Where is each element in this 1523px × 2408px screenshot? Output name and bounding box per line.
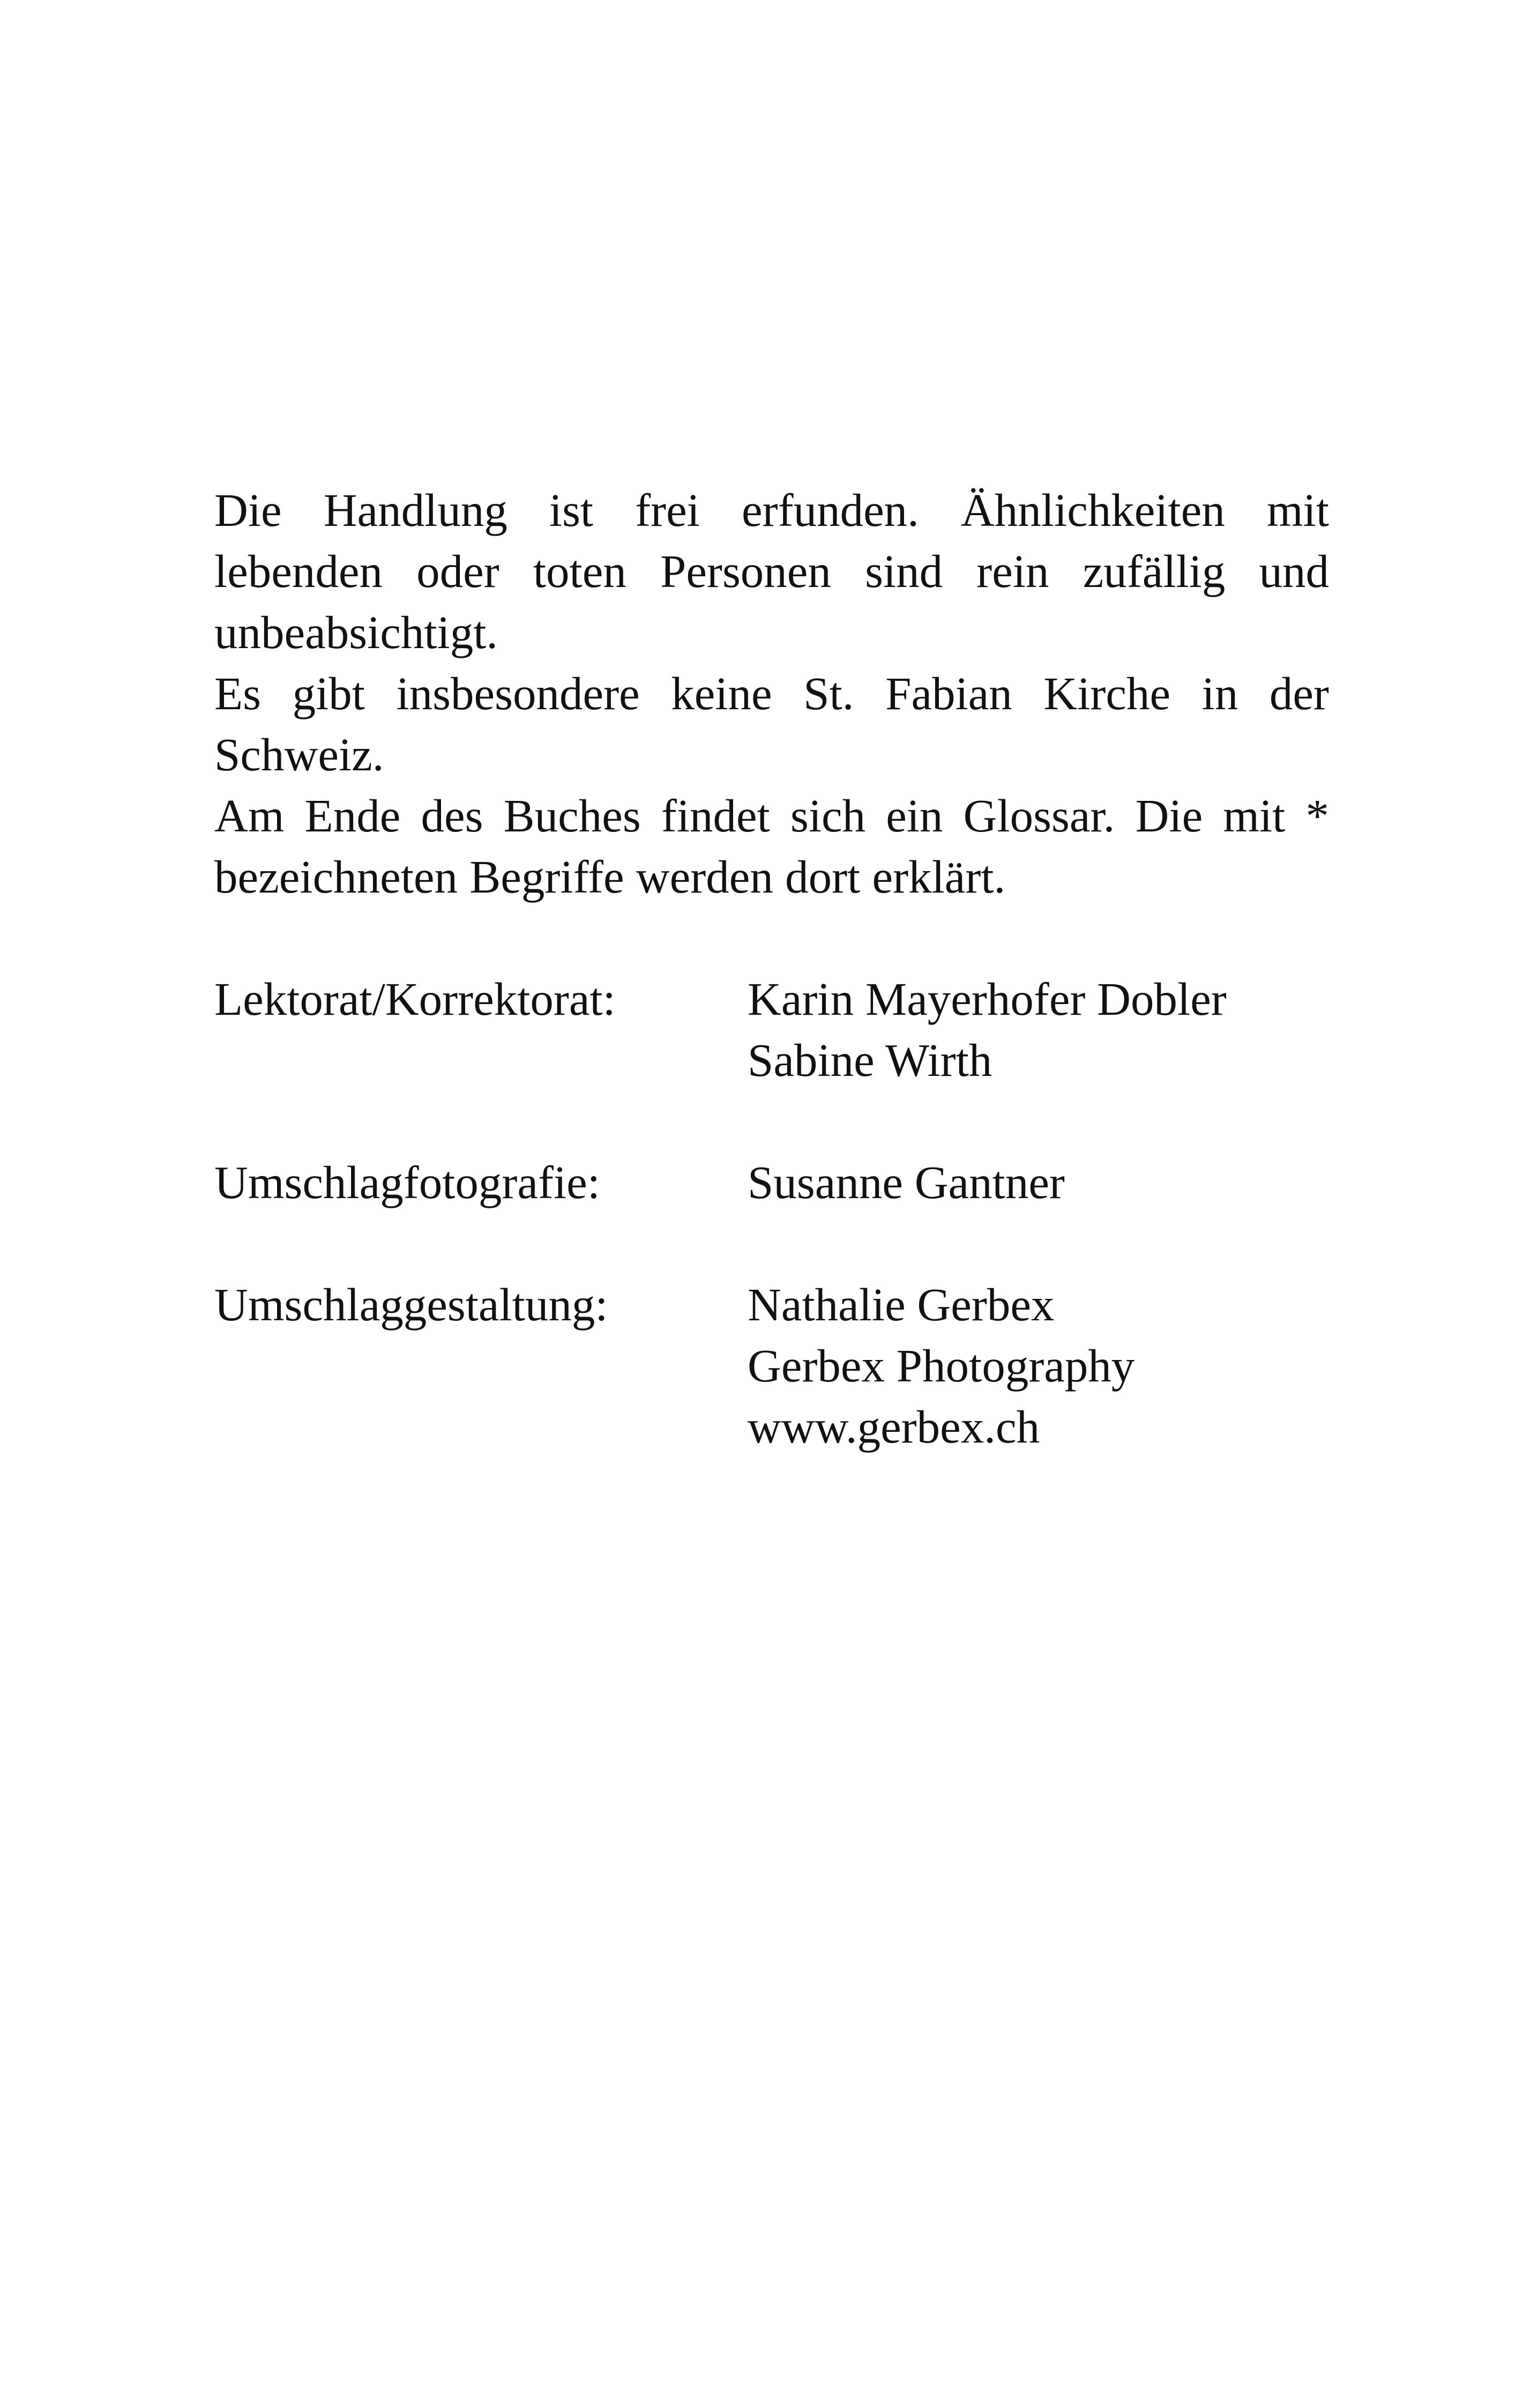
credit-row-cover-photo — [214, 1152, 1329, 1213]
credit-values — [748, 969, 1227, 1091]
credit-company: Gerbex Photography — [748, 1340, 1135, 1392]
credit-name: Susanne Gantner — [748, 1156, 1065, 1208]
credit-values — [748, 1274, 1134, 1458]
credits-list — [214, 969, 1329, 1458]
credit-label: Umschlaggestaltung: — [214, 1279, 608, 1331]
credit-label: Lektorat/Korrektorat: — [214, 973, 616, 1025]
credit-name: Nathalie Gerbex — [748, 1279, 1055, 1331]
glossary-note-paragraph: Am Ende des Buches findet sich ein Glossar. Die mit * bezeichneten Begriffe werden dort erklärt. — [214, 790, 1329, 903]
disclaimer-paragraph: Es gibt insbesondere keine St. Fabian Kirche in der Schweiz. — [214, 667, 1329, 781]
credit-values — [748, 1152, 1065, 1213]
credit-name: Karin Mayerhofer Dobler — [748, 973, 1227, 1025]
disclaimer-paragraph: Die Handlung ist frei erfunden. Ähnlichkeiten mit lebenden oder toten Personen sind rein zufällig und unbeabsichtigt. — [214, 484, 1329, 658]
imprint-page — [214, 480, 1329, 1458]
credit-row-editing — [214, 969, 1329, 1091]
credit-website: www.gerbex.ch — [748, 1401, 1040, 1453]
credit-label: Umschlagfotografie: — [214, 1156, 600, 1208]
disclaimer-notice — [214, 480, 1329, 908]
credit-name: Sabine Wirth — [748, 1034, 992, 1086]
credit-row-cover-design — [214, 1274, 1329, 1458]
